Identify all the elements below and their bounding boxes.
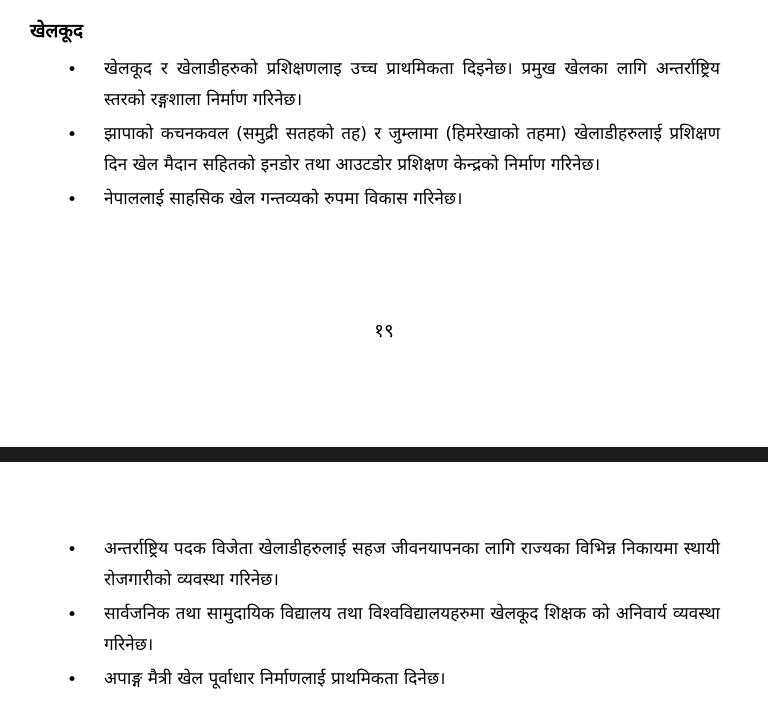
section-heading: खेलकूद (30, 20, 84, 42)
bullet-text: झापाको कचनकवल (समुद्री सतहको तह) र जुम्लामा (हिमरेखाको तहमा) खेलाडीहरुलाई प्रशिक्षण दिन खेल मैदान सहितको इनडोर तथा आउटडोर प्रशिक्षण केन्द्रको निर्माण गरिनेछ। (104, 124, 720, 175)
bullet-icon: • (67, 190, 78, 210)
list-item (0, 54, 768, 116)
page-number: १९ (374, 320, 394, 342)
bullet-icon: • (67, 605, 78, 625)
bullet-text: नेपाललाई साहसिक खेल गन्तव्यको रुपमा विकास गरिनेछ। (104, 189, 463, 209)
page-divider (0, 447, 768, 462)
bullet-icon: • (67, 540, 78, 560)
bullet-text: अन्तर्राष्ट्रिय पदक विजेता खेलाडीहरुलाई सहज जीवनयापनका लागि राज्यका विभिन्न निकायमा स्थायी रोजगारीको व्यवस्था गरिनेछ। (104, 539, 720, 590)
list-item (0, 599, 768, 661)
list-item (0, 184, 768, 215)
bullet-text: सार्वजनिक तथा सामुदायिक विद्यालय तथा विश्वविद्यालयहरुमा खेलकूद शिक्षक को अनिवार्य व्यवस्था गरिनेछ। (104, 604, 720, 655)
bullet-icon: • (67, 125, 78, 145)
bullet-text: अपाङ्ग मैत्री खेल पूर्वाधार निर्माणलाई प्राथमिकता दिनेछ। (104, 669, 446, 689)
list-item (0, 664, 768, 695)
bullet-list-top (0, 54, 768, 218)
bullet-text: खेलकूद र खेलाडीहरुको प्रशिक्षणलाइ उच्च प्राथमिकता दिइनेछ। प्रमुख खेलका लागि अन्तर्राष्ट्रिय स्तरको रङ्गशाला निर्माण गरिनेछ। (104, 59, 720, 110)
list-item (0, 534, 768, 596)
bullet-list-bottom (0, 534, 768, 698)
list-item (0, 119, 768, 181)
bullet-icon: • (67, 670, 78, 690)
bullet-icon: • (67, 60, 78, 80)
